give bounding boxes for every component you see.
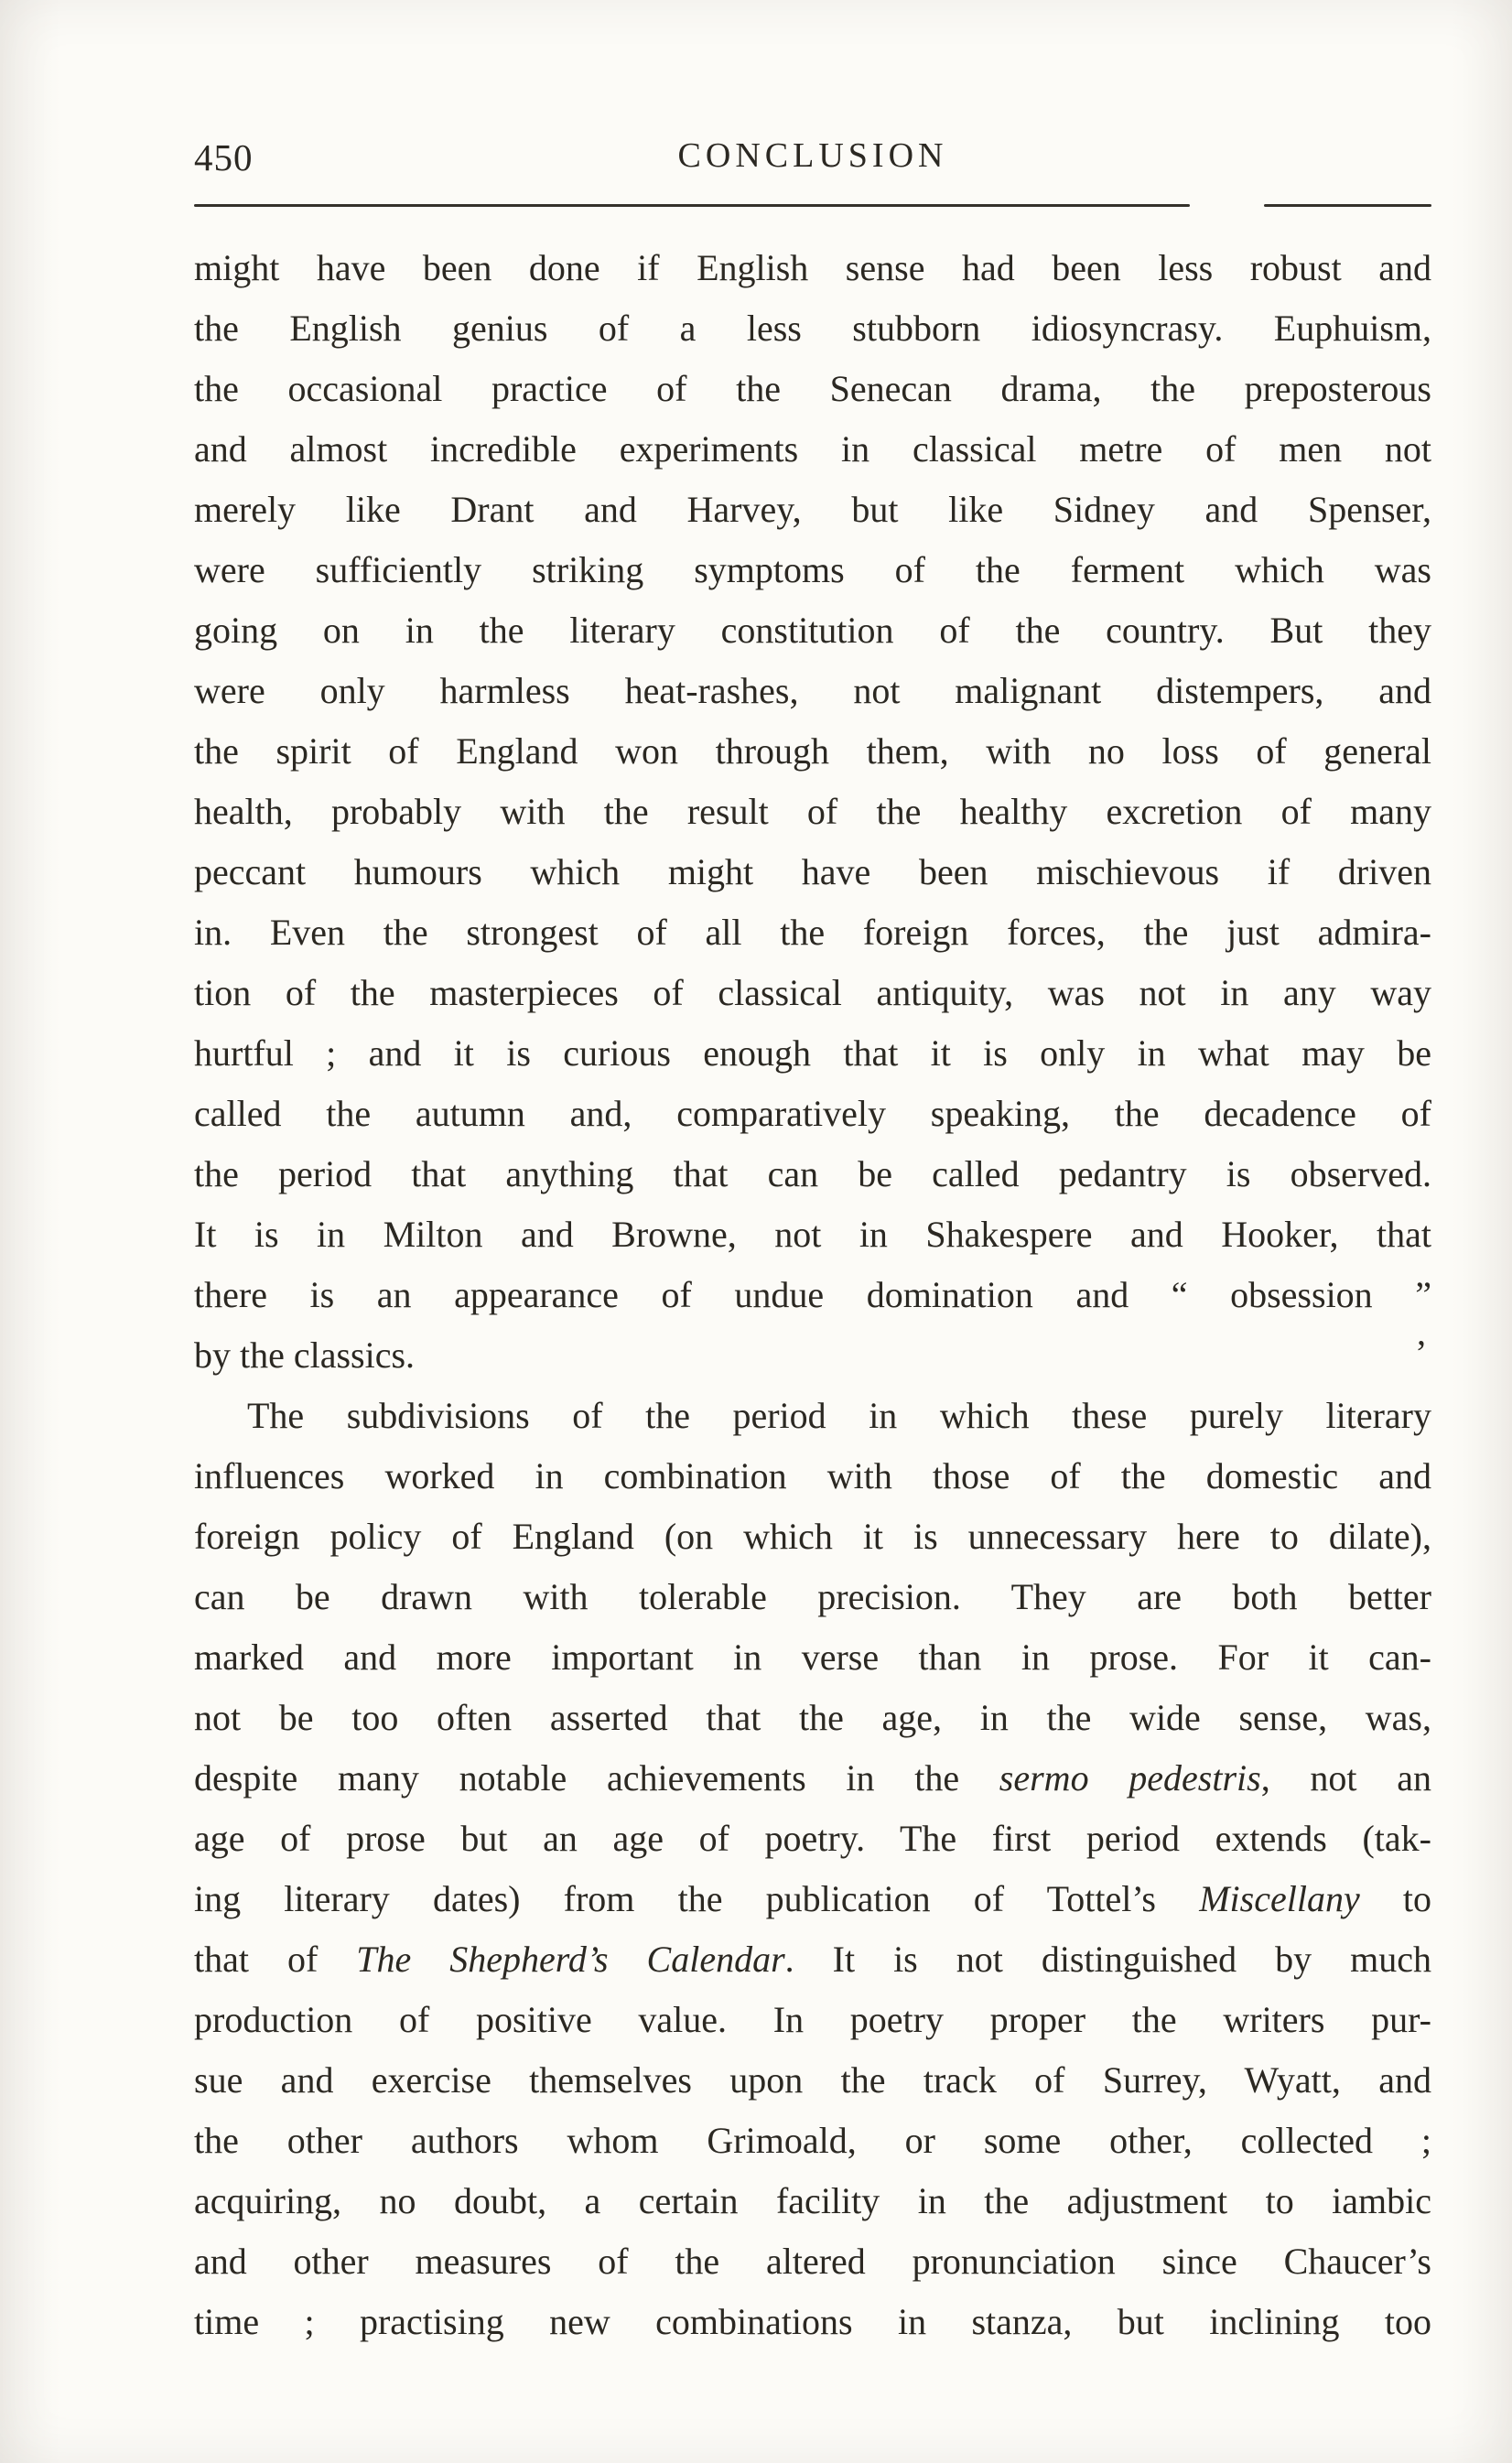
text-segment: foreign policy of England (on which it is unnecessary here to dilate), <box>194 1516 1431 1557</box>
text-line <box>194 1325 1431 1386</box>
text-segment: the period that anything that can be called pedantry is observed. <box>194 1153 1431 1194</box>
text-line <box>194 902 1431 963</box>
text-segment: It is in Milton and Browne, not in Shakespere and Hooker, that <box>194 1214 1431 1255</box>
header-rule-long-segment <box>194 204 1190 207</box>
text-segment: in. Even the strongest of all the foreign forces, the just admira- <box>194 912 1431 953</box>
text-segment: health, probably with the result of the healthy excretion of many <box>194 791 1431 832</box>
text-line <box>194 359 1431 419</box>
text-line <box>194 1567 1431 1627</box>
text-segment: time ; practising new combinations in stanza, but inclining too <box>194 2301 1431 2342</box>
text-segment: the other authors whom Grimoald, or some other, collected ; <box>194 2120 1431 2161</box>
italic-text-segment: Miscellany <box>1199 1878 1360 1919</box>
running-title: CONCLUSION <box>677 136 948 175</box>
text-segment: might have been done if English sense had been less robust and <box>194 247 1431 288</box>
text-segment: influences worked in combination with those of the domestic and <box>194 1455 1431 1496</box>
paragraph <box>194 1386 1431 2352</box>
text-line <box>194 1688 1431 1748</box>
text-line <box>194 1748 1431 1809</box>
stray-comma-mark: , <box>1417 1312 1426 1353</box>
text-segment: tion of the masterpieces of classical antiquity, was not in any way <box>194 972 1431 1013</box>
text-segment: not be too often asserted that the age, in the wide sense, was, <box>194 1697 1431 1738</box>
paragraph <box>194 238 1431 1386</box>
text-line <box>194 963 1431 1023</box>
text-line <box>194 1809 1431 1869</box>
text-segment: hurtful ; and it is curious enough that it is only in what may be <box>194 1032 1431 1074</box>
text-segment: age of prose but an age of poetry. The first period extends (tak- <box>194 1818 1431 1859</box>
text-line <box>194 1084 1431 1144</box>
text-segment: that of <box>194 1939 357 1980</box>
text-segment: by the classics. <box>194 1334 416 1376</box>
text-line <box>194 721 1431 782</box>
text-line <box>194 2292 1431 2352</box>
text-line <box>194 480 1431 540</box>
page-header <box>194 135 1431 183</box>
text-block <box>194 238 1431 2352</box>
text-segment: merely like Drant and Harvey, but like Sidney and Spenser, <box>194 489 1431 530</box>
text-segment: going on in the literary constitution of the country. But they <box>194 610 1431 651</box>
text-segment: to <box>1359 1878 1432 1919</box>
text-segment: the spirit of England won through them, with no loss of general <box>194 730 1431 772</box>
text-segment: , not an <box>1260 1757 1431 1799</box>
text-segment: were sufficiently striking symptoms of the ferment which was <box>194 549 1431 590</box>
text-line <box>194 1023 1431 1084</box>
text-segment: despite many notable achievements in the <box>194 1757 999 1799</box>
text-segment: the English genius of a less stubborn idiosyncrasy. Euphuism, <box>194 308 1431 349</box>
header-rule <box>194 203 1431 207</box>
text-line <box>194 1990 1431 2050</box>
text-line <box>194 2231 1431 2292</box>
text-line <box>194 2111 1431 2171</box>
text-line <box>194 419 1431 480</box>
text-segment: sue and exercise themselves upon the track of Surrey, Wyatt, and <box>194 2059 1431 2101</box>
text-line <box>194 2050 1431 2111</box>
text-line <box>194 782 1431 842</box>
text-line <box>194 298 1431 359</box>
text-line <box>194 1627 1431 1688</box>
text-line <box>194 1144 1431 1204</box>
text-segment: marked and more important in verse than in prose. For it can- <box>194 1637 1431 1678</box>
text-segment: called the autumn and, comparatively speaking, the decadence of <box>194 1093 1431 1134</box>
text-segment: peccant humours which might have been mischievous if driven <box>194 851 1431 892</box>
header-rule-short-segment <box>1264 204 1431 207</box>
text-segment: The subdivisions of the period in which these purely literary <box>247 1395 1431 1436</box>
text-segment: acquiring, no doubt, a certain facility in the adjustment to iambic <box>194 2180 1431 2221</box>
text-segment: the occasional practice of the Senecan drama, the preposterous <box>194 368 1431 409</box>
text-line <box>194 842 1431 902</box>
text-line <box>194 540 1431 600</box>
text-segment: and other measures of the altered pronunciation since Chaucer’s <box>194 2241 1431 2282</box>
italic-text-segment: sermo pedestris <box>999 1757 1261 1799</box>
text-segment: can be drawn with tolerable precision. They are both better <box>194 1576 1431 1617</box>
page-number: 450 <box>194 136 254 178</box>
text-line <box>194 1204 1431 1265</box>
text-line <box>194 238 1431 298</box>
text-line <box>194 1386 1431 1446</box>
text-segment: there is an appearance of undue domination and “ obsession ” <box>194 1274 1431 1315</box>
text-segment: were only harmless heat-rashes, not malignant distempers, and <box>194 670 1431 711</box>
text-line <box>194 600 1431 661</box>
text-segment: production of positive value. In poetry proper the writers pur- <box>194 1999 1431 2040</box>
text-line <box>194 2171 1431 2231</box>
text-segment: ing literary dates) from the publication of Tottel’s <box>194 1878 1200 1919</box>
text-line <box>194 1869 1431 1929</box>
text-line <box>194 1507 1431 1567</box>
text-line <box>194 1265 1431 1325</box>
italic-text-segment: The Shepherd’s Calendar <box>356 1939 785 1980</box>
text-segment: and almost incredible experiments in classical metre of men not <box>194 428 1431 470</box>
text-line <box>194 1446 1431 1507</box>
text-segment: . It is not distinguished by much <box>784 1939 1431 1980</box>
text-line <box>194 661 1431 721</box>
text-line <box>194 1929 1431 1990</box>
